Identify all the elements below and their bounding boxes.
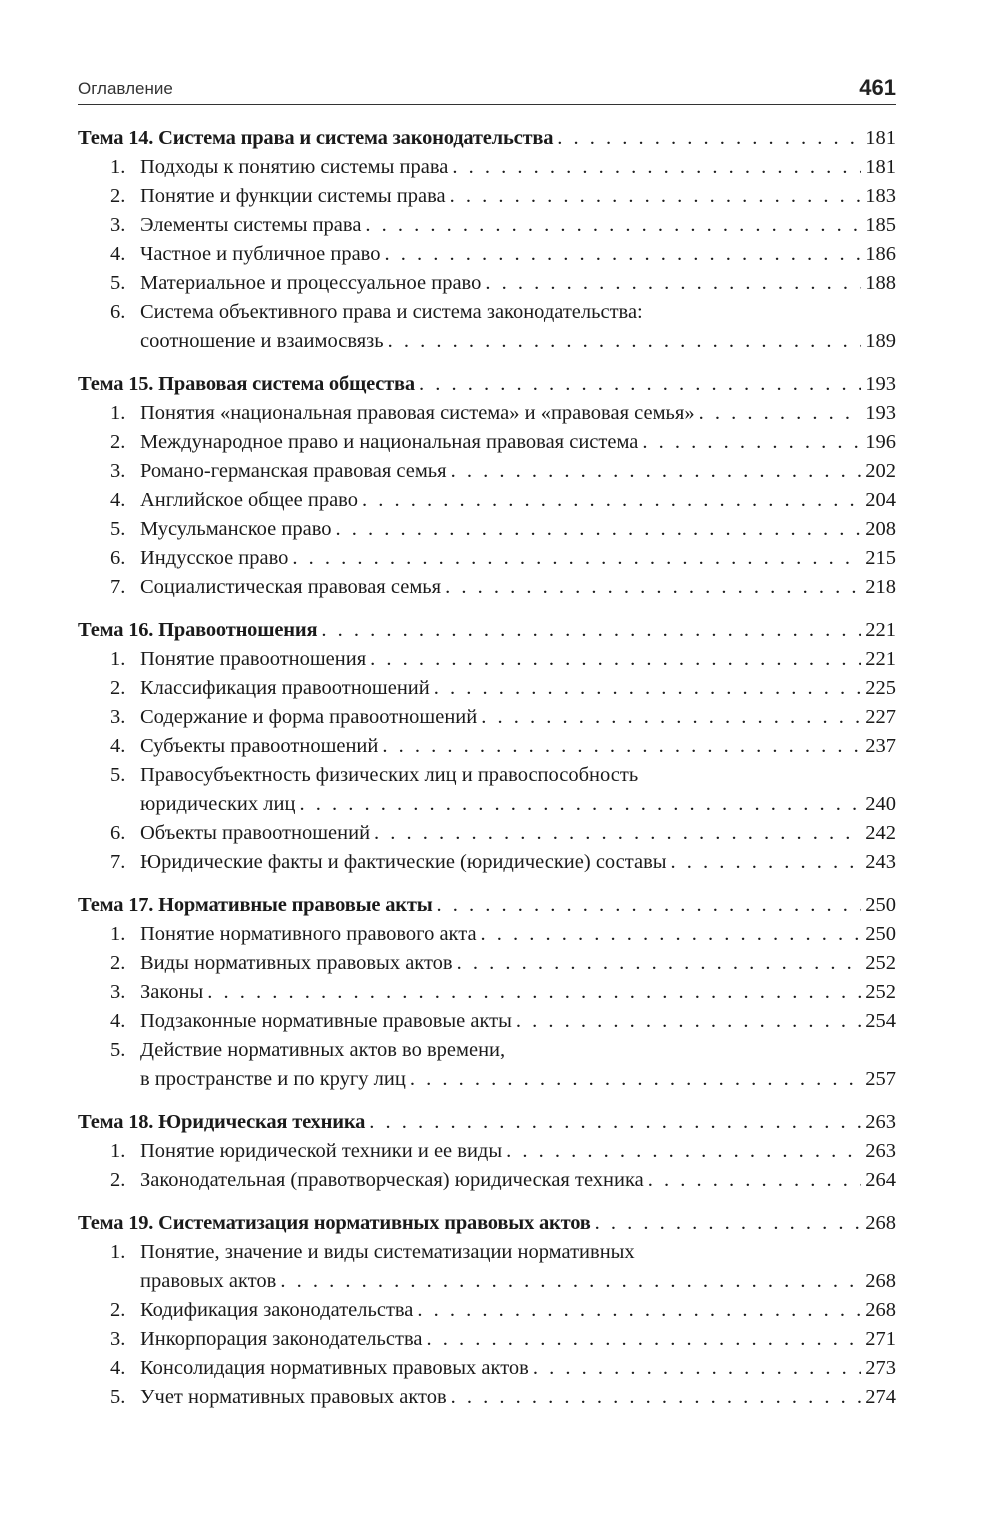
dot-leader	[451, 1383, 862, 1412]
page-number: 461	[859, 75, 896, 100]
theme-title: Тема 17. Нормативные правовые акты	[78, 894, 433, 916]
dot-leader	[292, 544, 861, 573]
item-page: 252	[865, 952, 896, 974]
dot-leader	[481, 920, 862, 949]
dot-leader	[362, 486, 861, 515]
item-title: Система объективного права и система законодательства:	[140, 301, 643, 323]
item-page: 243	[865, 851, 896, 873]
toc-theme-heading[interactable]	[78, 1108, 896, 1137]
item-number: 6.	[110, 547, 126, 569]
dot-leader	[207, 978, 861, 1007]
item-page: 181	[865, 156, 896, 178]
toc-theme-heading[interactable]	[78, 370, 896, 399]
dot-leader	[374, 819, 861, 848]
theme-title: Тема 18. Юридическая техника	[78, 1111, 366, 1133]
dot-leader	[451, 457, 862, 486]
item-title: Правосубъектность физических лиц и правоспособность	[140, 764, 639, 786]
item-number: 4.	[110, 489, 126, 511]
table-of-contents	[78, 124, 896, 1426]
dot-leader	[388, 327, 862, 356]
item-title-continued: в пространстве и по кругу лиц	[140, 1068, 406, 1090]
item-title: Субъекты правоотношений	[140, 735, 379, 757]
item-number: 2.	[110, 677, 126, 699]
toc-theme-heading[interactable]	[78, 616, 896, 645]
item-number: 7.	[110, 851, 126, 873]
dot-leader	[481, 703, 861, 732]
item-title: Действие нормативных актов во времени,	[140, 1039, 506, 1061]
toc-item[interactable]	[78, 486, 896, 515]
toc-item[interactable]	[78, 1296, 896, 1325]
item-page: 221	[865, 648, 896, 670]
dot-leader	[410, 1065, 861, 1094]
item-page: 218	[865, 576, 896, 598]
item-page: 263	[865, 1140, 896, 1162]
toc-item[interactable]	[78, 1238, 896, 1267]
toc-item[interactable]	[78, 1354, 896, 1383]
toc-item[interactable]	[78, 182, 896, 211]
item-page: 215	[865, 547, 896, 569]
dot-leader	[699, 399, 862, 428]
item-title: Материальное и процессуальное право	[140, 272, 482, 294]
dot-leader	[516, 1007, 861, 1036]
item-title: Объекты правоотношений	[140, 822, 371, 844]
toc-item[interactable]	[78, 153, 896, 182]
item-page: 252	[865, 981, 896, 1003]
toc-theme	[78, 124, 896, 356]
item-number: 6.	[110, 822, 126, 844]
item-number: 3.	[110, 706, 126, 728]
item-title: Частное и публичное право	[140, 243, 381, 265]
dot-leader	[426, 1325, 861, 1354]
toc-item[interactable]	[78, 428, 896, 457]
item-page: 188	[865, 272, 896, 294]
item-page: 183	[865, 185, 896, 207]
item-title: Понятие правоотношения	[140, 648, 367, 670]
dot-leader	[299, 790, 861, 819]
toc-item[interactable]	[78, 819, 896, 848]
item-title: Романо-германская правовая семья	[140, 460, 447, 482]
item-page: 202	[865, 460, 896, 482]
dot-leader	[369, 1108, 861, 1137]
toc-item-continuation[interactable]	[78, 1267, 896, 1296]
item-title: Понятие нормативного правового акта	[140, 923, 477, 945]
toc-item[interactable]	[78, 1036, 896, 1065]
item-page: 208	[865, 518, 896, 540]
item-title: Понятие и функции системы права	[140, 185, 446, 207]
item-title-continued: соотношение и взаимосвязь	[140, 330, 384, 352]
dot-leader	[450, 182, 862, 211]
toc-item[interactable]	[78, 399, 896, 428]
theme-page: 268	[865, 1212, 896, 1234]
item-number: 1.	[110, 1241, 126, 1263]
toc-item[interactable]	[78, 240, 896, 269]
theme-page: 193	[865, 373, 896, 395]
toc-item[interactable]	[78, 920, 896, 949]
item-title: Социалистическая правовая семья	[140, 576, 442, 598]
theme-title: Тема 14. Система права и система законодательства	[78, 127, 554, 149]
item-number: 2.	[110, 952, 126, 974]
item-title: Понятие, значение и виды систематизации нормативных	[140, 1241, 635, 1263]
dot-leader	[321, 616, 861, 645]
dot-leader	[335, 515, 861, 544]
item-number: 5.	[110, 1039, 126, 1061]
item-number: 2.	[110, 1299, 126, 1321]
item-title: Классификация правоотношений	[140, 677, 430, 699]
toc-theme	[78, 616, 896, 877]
item-page: 257	[865, 1068, 896, 1090]
item-title: Понятие юридической техники и ее виды	[140, 1140, 503, 1162]
dot-leader	[595, 1209, 862, 1238]
toc-theme	[78, 370, 896, 602]
toc-item[interactable]	[78, 1166, 896, 1195]
item-number: 4.	[110, 735, 126, 757]
item-page: 225	[865, 677, 896, 699]
item-number: 6.	[110, 301, 126, 323]
toc-theme-heading[interactable]	[78, 891, 896, 920]
dot-leader	[370, 645, 861, 674]
item-number: 1.	[110, 156, 126, 178]
running-header	[78, 74, 896, 105]
toc-item[interactable]	[78, 949, 896, 978]
item-number: 5.	[110, 1386, 126, 1408]
item-title: Консолидация нормативных правовых актов	[140, 1357, 529, 1379]
dot-leader	[365, 211, 861, 240]
item-number: 4.	[110, 243, 126, 265]
item-number: 1.	[110, 1140, 126, 1162]
toc-item[interactable]	[78, 298, 896, 327]
dot-leader	[506, 1137, 861, 1166]
item-page: 264	[865, 1169, 896, 1191]
item-page: 268	[865, 1270, 896, 1292]
toc-item[interactable]	[78, 1007, 896, 1036]
item-title: Английское общее право	[140, 489, 358, 511]
item-number: 2.	[110, 1169, 126, 1191]
item-title-continued: юридических лиц	[140, 793, 296, 815]
toc-item[interactable]	[78, 544, 896, 573]
item-number: 1.	[110, 923, 126, 945]
dot-leader	[452, 153, 861, 182]
toc-item-continuation[interactable]	[78, 1065, 896, 1094]
dot-leader	[557, 124, 861, 153]
toc-item[interactable]	[78, 978, 896, 1007]
toc-theme	[78, 1209, 896, 1412]
dot-leader	[457, 949, 862, 978]
item-title-continued: правовых актов	[140, 1270, 277, 1292]
item-title: Законодательная (правотворческая) юридическая техника	[140, 1169, 644, 1191]
dot-leader	[445, 573, 861, 602]
theme-page: 181	[865, 127, 896, 149]
item-number: 3.	[110, 460, 126, 482]
item-title: Индусское право	[140, 547, 289, 569]
theme-title: Тема 16. Правоотношения	[78, 619, 318, 641]
toc-theme	[78, 1108, 896, 1195]
item-page: 250	[865, 923, 896, 945]
toc-item[interactable]	[78, 1137, 896, 1166]
item-title: Содержание и форма правоотношений	[140, 706, 478, 728]
toc-item[interactable]	[78, 269, 896, 298]
section-title: Оглавление	[78, 79, 173, 98]
theme-title: Тема 15. Правовая система общества	[78, 373, 415, 395]
toc-item-continuation[interactable]	[78, 327, 896, 356]
item-title: Виды нормативных правовых актов	[140, 952, 453, 974]
toc-item[interactable]	[78, 848, 896, 877]
dot-leader	[533, 1354, 861, 1383]
item-page: 186	[865, 243, 896, 265]
dot-leader	[642, 428, 861, 457]
toc-theme-heading[interactable]	[78, 124, 896, 153]
toc-item[interactable]	[78, 515, 896, 544]
item-number: 5.	[110, 764, 126, 786]
item-page: 271	[865, 1328, 896, 1350]
item-title: Инкорпорация законодательства	[140, 1328, 423, 1350]
item-title: Элементы системы права	[140, 214, 362, 236]
toc-item[interactable]	[78, 457, 896, 486]
item-title: Кодификация законодательства	[140, 1299, 414, 1321]
toc-item[interactable]	[78, 1383, 896, 1412]
item-title: Мусульманское право	[140, 518, 332, 540]
item-page: 204	[865, 489, 896, 511]
dot-leader	[382, 732, 861, 761]
dot-leader	[437, 891, 862, 920]
item-page: 254	[865, 1010, 896, 1032]
item-page: 196	[865, 431, 896, 453]
item-page: 274	[865, 1386, 896, 1408]
toc-item[interactable]	[78, 1325, 896, 1354]
dot-leader	[280, 1267, 861, 1296]
theme-page: 221	[865, 619, 896, 641]
item-title: Международное право и национальная правовая система	[140, 431, 639, 453]
item-page: 268	[865, 1299, 896, 1321]
item-page: 237	[865, 735, 896, 757]
item-title: Подходы к понятию системы права	[140, 156, 449, 178]
item-number: 5.	[110, 518, 126, 540]
toc-theme-heading[interactable]	[78, 1209, 896, 1238]
item-number: 1.	[110, 648, 126, 670]
toc-item[interactable]	[78, 573, 896, 602]
item-number: 3.	[110, 214, 126, 236]
item-number: 3.	[110, 981, 126, 1003]
toc-item-continuation[interactable]	[78, 790, 896, 819]
item-page: 189	[865, 330, 896, 352]
item-title: Юридические факты и фактические (юридические) составы	[140, 851, 667, 873]
item-title: Законы	[140, 981, 204, 1003]
item-number: 3.	[110, 1328, 126, 1350]
dot-leader	[417, 1296, 861, 1325]
toc-item[interactable]	[78, 732, 896, 761]
toc-item[interactable]	[78, 211, 896, 240]
item-title: Учет нормативных правовых актов	[140, 1386, 447, 1408]
toc-item[interactable]	[78, 761, 896, 790]
theme-title: Тема 19. Систематизация нормативных правовых актов	[78, 1212, 591, 1234]
dot-leader	[434, 674, 862, 703]
item-number: 2.	[110, 185, 126, 207]
toc-theme	[78, 891, 896, 1094]
item-number: 4.	[110, 1357, 126, 1379]
item-page: 273	[865, 1357, 896, 1379]
theme-page: 250	[865, 894, 896, 916]
toc-item[interactable]	[78, 645, 896, 674]
item-number: 4.	[110, 1010, 126, 1032]
item-page: 242	[865, 822, 896, 844]
theme-page: 263	[865, 1111, 896, 1133]
item-number: 2.	[110, 431, 126, 453]
item-title: Понятия «национальная правовая система» и «правовая семья»	[140, 402, 695, 424]
item-page: 185	[865, 214, 896, 236]
dot-leader	[648, 1166, 862, 1195]
toc-item[interactable]	[78, 674, 896, 703]
item-page: 227	[865, 706, 896, 728]
item-number: 5.	[110, 272, 126, 294]
item-title: Подзаконные нормативные правовые акты	[140, 1010, 512, 1032]
dot-leader	[419, 370, 861, 399]
dot-leader	[485, 269, 861, 298]
toc-item[interactable]	[78, 703, 896, 732]
item-page: 240	[865, 793, 896, 815]
item-number: 1.	[110, 402, 126, 424]
dot-leader	[384, 240, 861, 269]
item-page: 193	[865, 402, 896, 424]
dot-leader	[671, 848, 862, 877]
item-number: 7.	[110, 576, 126, 598]
